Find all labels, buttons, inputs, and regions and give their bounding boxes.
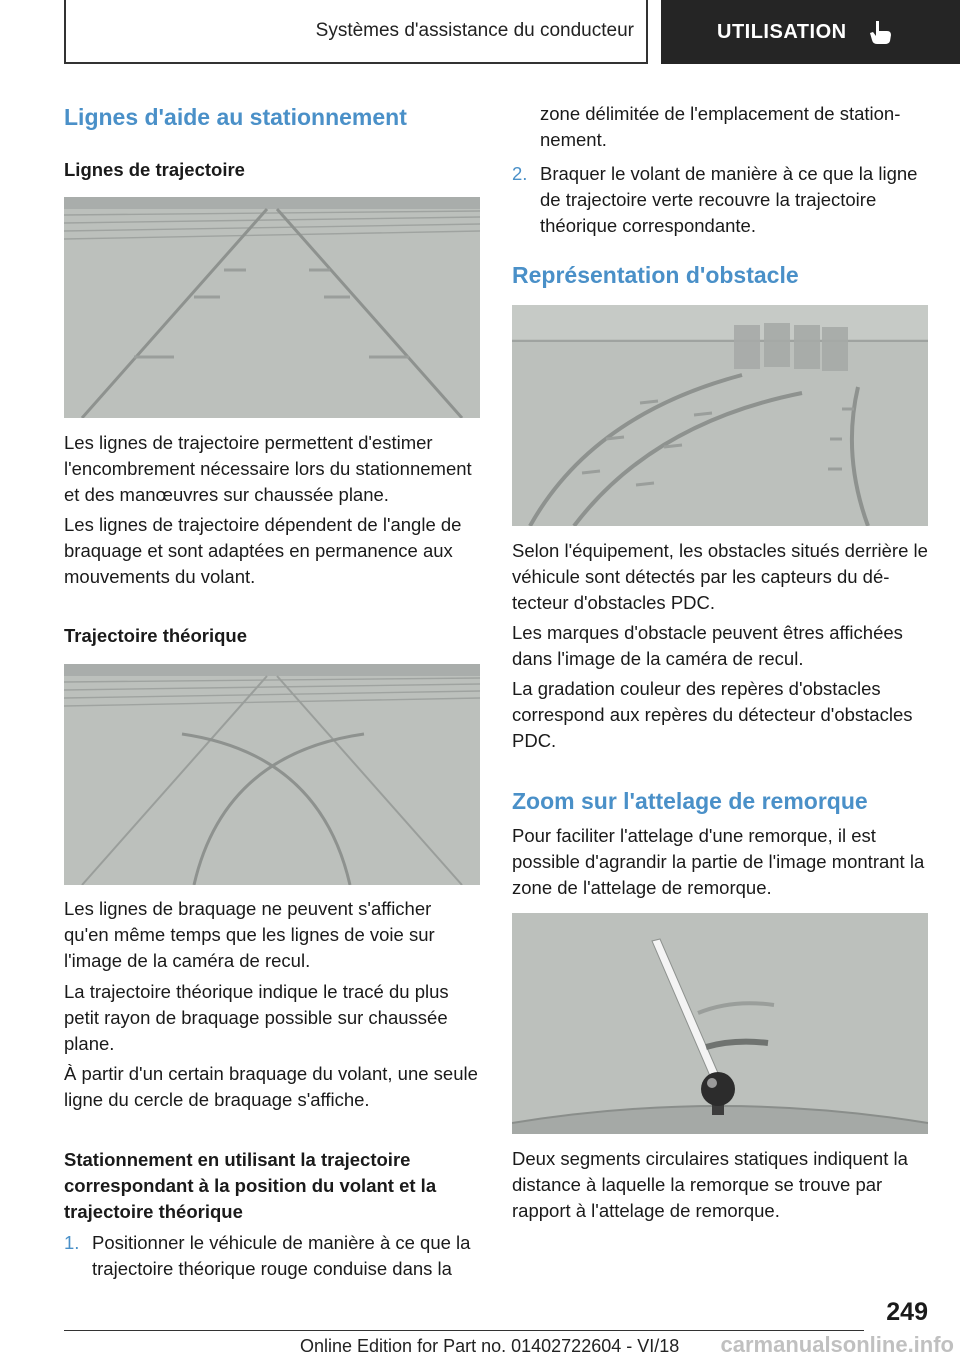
paragraph-obstacle-1: Selon l'équipement, les obstacles situés derrière le véhicule sont détectés par les capteurs du détecteur d'obstacles PDC. xyxy=(512,540,928,613)
subheading-trajectory-lines: Lignes de trajectoire xyxy=(64,159,245,180)
watermark: carmanualsonline.info xyxy=(720,1332,954,1357)
paragraph-hitch-2: Deux segments circulaires statiques indiquent la distance à laquelle la remorque se trouve par rapport à l'attelage de remorque. xyxy=(512,1148,908,1221)
footer-divider xyxy=(64,1330,864,1331)
paragraph-trajectory-lines-2: Les lignes de trajectoire dépendent de l'angle de braquage et sont adaptées en permanence aux mouvements du volant. xyxy=(64,514,462,587)
pointing-hand-icon xyxy=(867,19,893,45)
paragraph-obstacle-3: La gradation couleur des repères d'obstacles correspond aux repères du détecteur d'obstacles PDC. xyxy=(512,678,913,751)
subheading-theoretical-trajectory: Trajectoire théorique xyxy=(64,625,247,646)
paragraph-theoretical-3: À partir d'un certain braquage du volant, une seule ligne du cercle de braquage s'affiche. xyxy=(64,1063,478,1110)
section-heading-parking-lines: Lignes d'aide au stationnement xyxy=(64,104,407,130)
paragraph-obstacle-2: Les marques d'obstacle peuvent êtres affichées dans l'image de la caméra de recul. xyxy=(512,622,903,669)
step-1 xyxy=(64,1230,480,1282)
subheading-parking-procedure: Stationnement en utilisant la trajectoire correspondant à la position du volant et la trajectoire théorique xyxy=(64,1149,437,1222)
step-2 xyxy=(512,161,928,239)
chapter-title: UTILISATION xyxy=(717,20,847,43)
footer-edition: Online Edition for Part no. 01402722604 - VI/18 xyxy=(300,1336,680,1356)
paragraph-trajectory-lines-1: Les lignes de trajectoire permettent d'estimer l'encombrement nécessaire lors du stationnement et des manœuvres sur chaussée plane. xyxy=(64,432,472,505)
paragraph-theoretical-1: Les lignes de braquage ne peuvent s'afficher qu'en même temps que les lignes de voie sur l'image de la caméra de recul. xyxy=(64,898,435,971)
figure-obstacle-display xyxy=(512,305,928,526)
header-section-title xyxy=(64,0,648,64)
figure-trajectory-lines xyxy=(64,197,480,418)
paragraph-hitch-1: Pour faciliter l'attelage d'une remorque, il est possible d'agrandir la partie de l'image montrant la zone de l'attelage de remorque. xyxy=(512,825,925,898)
step-1-continuation: zone délimitée de l'emplacement de stationnement. xyxy=(540,103,901,150)
page-number: 249 xyxy=(886,1298,928,1326)
figure-theoretical-trajectory xyxy=(64,664,480,885)
step-2-text: Braquer le volant de manière à ce que la ligne de trajectoire verte recouvre la trajectoire théorique correspondante. xyxy=(540,163,918,236)
paragraph-theoretical-2: La trajectoire théorique indique le tracé du plus petit rayon de braquage possible sur chaussée plane. xyxy=(64,981,449,1054)
section-heading-hitch-zoom: Zoom sur l'attelage de remorque xyxy=(512,788,868,814)
step-1-text: Positionner le véhicule de manière à ce que la trajectoire théorique rouge conduise dans la xyxy=(92,1232,471,1279)
section-title: Systèmes d'assistance du conducteur xyxy=(315,20,634,41)
header-chapter xyxy=(661,0,960,64)
step-2-number: 2. xyxy=(512,163,528,184)
figure-trailer-hitch-zoom xyxy=(512,913,928,1134)
step-1-number: 1. xyxy=(64,1232,80,1253)
section-heading-obstacle: Représentation d'obstacle xyxy=(512,262,799,288)
